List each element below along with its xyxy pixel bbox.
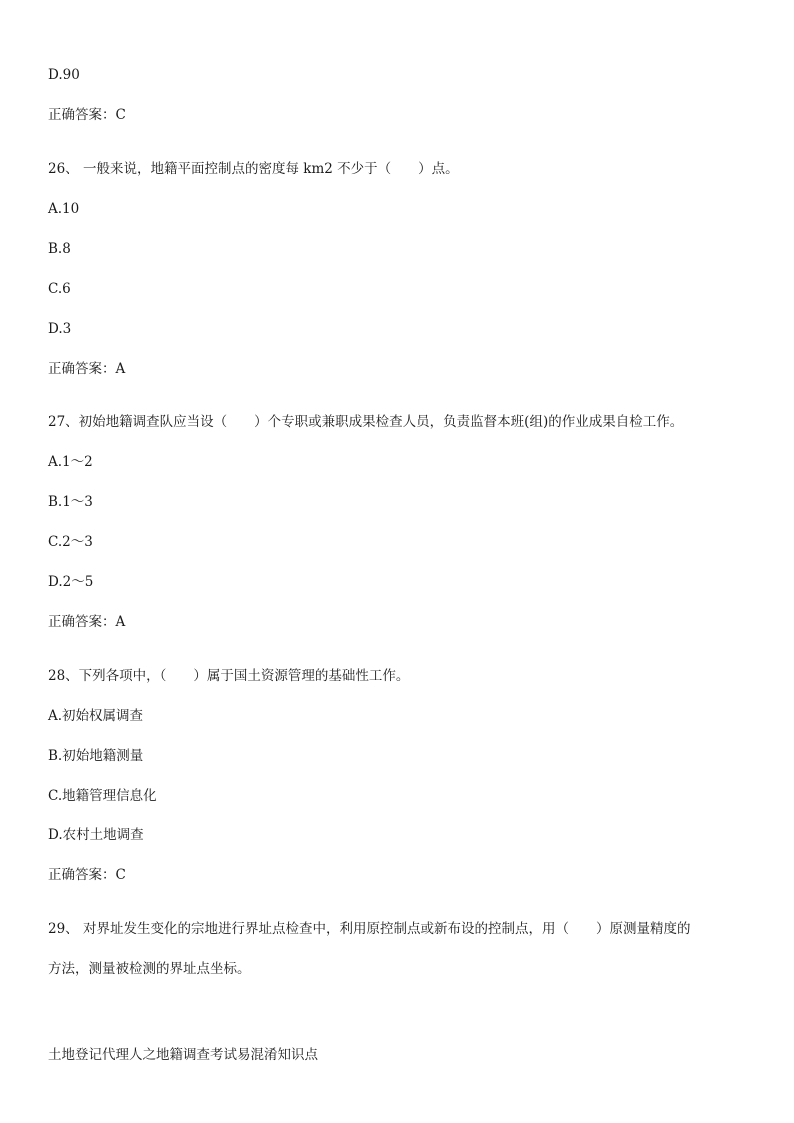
q27-option-b: B.1～3 xyxy=(48,494,93,510)
q28-option-c: C.地籍管理信息化 xyxy=(48,788,157,804)
q27-stem: 27、初始地籍调查队应当设（ ）个专职或兼职成果检查人员，负责监督本班(组)的作业成果自检工作。 xyxy=(48,414,684,430)
q26-option-a: A.10 xyxy=(48,201,80,217)
q29-stem-line2: 方法，测量被检测的界址点坐标。 xyxy=(48,961,251,977)
q27-option-c: C.2～3 xyxy=(48,534,93,550)
q28-stem: 28、下列各项中，（ ）属于国土资源管理的基础性工作。 xyxy=(48,668,410,684)
footer-title: 土地登记代理人之地籍调查考试易混淆知识点 xyxy=(48,1047,318,1063)
q28-option-b: B.初始地籍测量 xyxy=(48,748,144,764)
q28-option-d: D.农村土地调查 xyxy=(48,827,144,843)
q27-answer: 正确答案：A xyxy=(48,614,126,630)
q28-answer: 正确答案：C xyxy=(48,867,126,883)
prev-option-d: D.90 xyxy=(48,67,80,83)
q26-answer: 正确答案：A xyxy=(48,361,126,377)
q26-option-c: C.6 xyxy=(48,281,71,297)
q28-option-a: A.初始权属调查 xyxy=(48,708,144,724)
q26-option-b: B.8 xyxy=(48,241,71,257)
q29-stem-line1: 29、 对界址发生变化的宗地进行界址点检查中，利用原控制点或新布设的控制点，用（ ）原测量精度的 xyxy=(48,921,691,937)
q26-stem: 26、 一般来说，地籍平面控制点的密度每 km2 不少于（ ）点。 xyxy=(48,161,459,177)
q27-option-a: A.1～2 xyxy=(48,454,93,470)
q26-option-d: D.3 xyxy=(48,321,72,337)
q27-option-d: D.2～5 xyxy=(48,574,94,590)
prev-answer: 正确答案：C xyxy=(48,107,126,123)
